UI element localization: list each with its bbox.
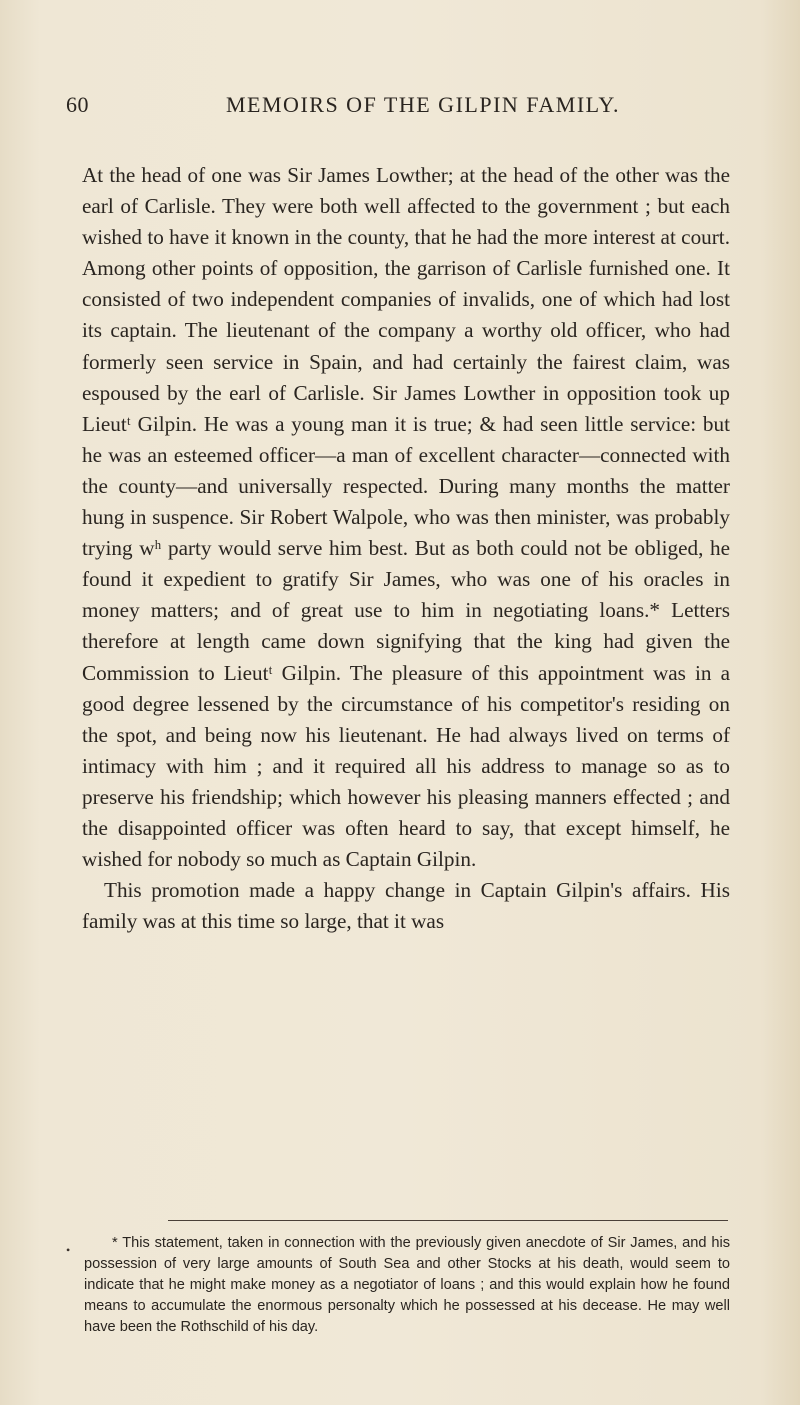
- footnote: * This statement, taken in connection with the previously given anecdote of Sir James, and his possession of very large amounts of South Sea and other Stocks at his death, would seem to indicate that he might make money as a negotiator of loans ; and this would explain how he found means to accumulate the enormous personalty which he possessed at his decease. He may well have been the Rothschild of his day.: [84, 1235, 730, 1335]
- margin-mark: •: [66, 1243, 71, 1257]
- running-title: MEMOIRS OF THE GILPIN FAMILY.: [226, 92, 620, 117]
- body-text: [82, 160, 730, 937]
- paragraph: This promotion made a happy change in Captain Gilpin's affairs. His family was at this time so large, that it was: [82, 878, 730, 934]
- footnote-rule: [168, 1220, 728, 1221]
- page-number: 60: [66, 92, 89, 117]
- running-head: [0, 92, 800, 132]
- paragraph: At the head of one was Sir James Lowther; at the head of the other was the earl of Carlisle. They were both well affected to the government ; but each wished to have it known in the county, that he had the more interest at court. Among other points of opposition, the garrison of Carlisle furnished one. It consisted of two independent companies of invalids, one of which had lost its captain. The lieutenant of the company a worthy old officer, who had formerly seen service in Spain, and had certainly the fairest claim, was espoused by the earl of Carlisle. Sir James Lowther in opposition took up Lieutᵗ Gilpin. He was a young man it is true; & had seen little service: but he was an esteemed officer—a man of excellent character—connected with the county—and universally respected. During many months the matter hung in suspence. Sir Robert Walpole, who was then minister, was probably trying wʰ party would serve him best. But as both could not be obliged, he found it expedient to gratify Sir James, who was one of his oracles in money matters; and of great use to him in negotiating loans.* Letters therefore at length came down signifying that the king had given the Commission to Lieutᵗ Gilpin. The pleasure of this appointment was in a good degree lessened by the circumstance of his competitor's residing on the spot, and being now his lieutenant. He had always lived on terms of intimacy with him ; and it required all his address to manage so as to preserve his friendship; which however his pleasing manners effected ; and the disappointed officer was often heard to say, that except himself, he wished for nobody so much as Captain Gilpin.: [82, 163, 730, 872]
